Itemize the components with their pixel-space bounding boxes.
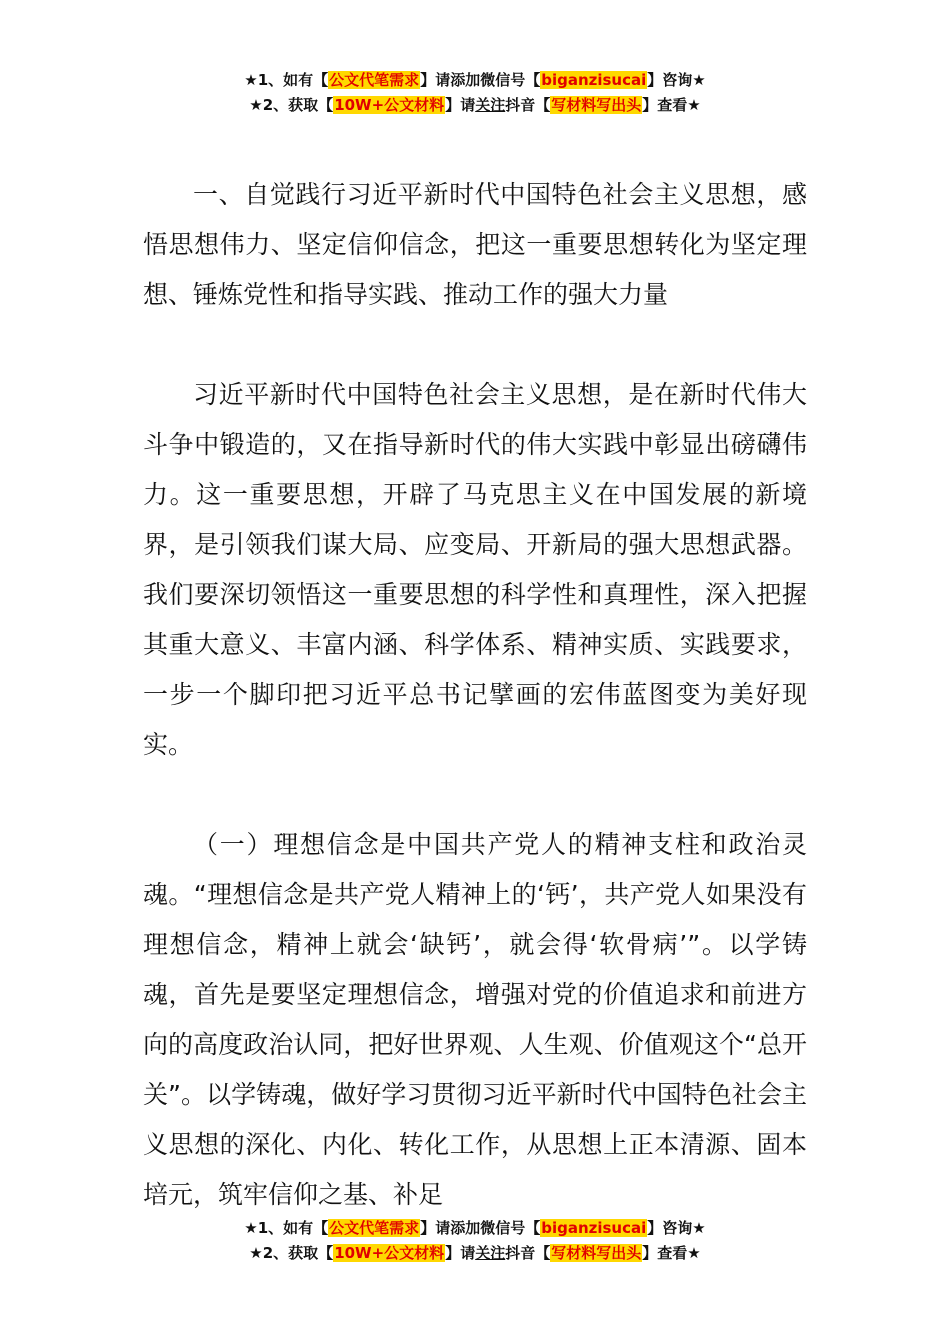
banner-highlight: 10W+公文材料 xyxy=(334,1244,445,1262)
banner-text: 】查看★ xyxy=(642,96,701,114)
banner-text: 】查看★ xyxy=(642,1244,701,1262)
banner-highlight: 写材料写出头 xyxy=(551,96,642,114)
banner-highlight: biganzisucai xyxy=(541,1219,647,1237)
banner-text: 抖音【 xyxy=(505,96,551,114)
banner-text: 】请 xyxy=(445,1244,476,1262)
banner-line-1 xyxy=(0,1216,950,1241)
banner-line-2 xyxy=(0,1241,950,1266)
banner-highlight: biganzisucai xyxy=(541,71,647,89)
banner-line-1 xyxy=(0,68,950,93)
banner-text: ★1、如有【 xyxy=(244,1219,329,1237)
banner-underlined: 关注 xyxy=(475,96,506,114)
banner-text: 】咨询★ xyxy=(647,71,706,89)
banner-text: 】请添加微信号【 xyxy=(420,1219,541,1237)
banner-line-2 xyxy=(0,93,950,118)
paragraph: 习近平新时代中国特色社会主义思想，是在新时代伟大斗争中锻造的，又在指导新时代的伟大实践中彰显出磅礴伟力。这一重要思想，开辟了马克思主义在中国发展的新境界，是引领我们谋大局、应变局、开新局的强大思想武器。我们要深切领悟这一重要思想的科学性和真理性，深入把握其重大意义、丰富内涵、科学体系、精神实质、实践要求，一步一个脚印把习近平总书记擘画的宏伟蓝图变为美好现实。 xyxy=(143,380,807,759)
banner-highlight: 10W+公文材料 xyxy=(334,96,445,114)
document-body xyxy=(143,170,807,1270)
section-heading: 一、自觉践行习近平新时代中国特色社会主义思想，感悟思想伟力、坚定信仰信念，把这一重要思想转化为坚定理想、锤炼党性和指导实践、推动工作的强大力量 xyxy=(143,180,807,309)
banner-text: 】咨询★ xyxy=(647,1219,706,1237)
header-banner xyxy=(0,68,950,118)
banner-highlight: 公文代笔需求 xyxy=(329,1219,420,1237)
banner-highlight: 公文代笔需求 xyxy=(329,71,420,89)
banner-text: 】请 xyxy=(445,96,476,114)
banner-text: ★2、获取【 xyxy=(249,96,334,114)
banner-text: ★2、获取【 xyxy=(249,1244,334,1262)
footer-banner xyxy=(0,1216,950,1266)
banner-underlined: 关注 xyxy=(475,1244,506,1262)
banner-text: 】请添加微信号【 xyxy=(420,71,541,89)
banner-text: ★1、如有【 xyxy=(244,71,329,89)
banner-text: 抖音【 xyxy=(505,1244,551,1262)
paragraph: （一）理想信念是中国共产党人的精神支柱和政治灵魂。“理想信念是共产党人精神上的‘钙’，共产党人如果没有理想信念，精神上就会‘缺钙’，就会得‘软骨病’”。以学铸魂，首先是要坚定理想信念，增强对党的价值追求和前进方向的高度政治认同，把好世界观、人生观、价值观这个“总开关”。以学铸魂，做好学习贯彻习近平新时代中国特色社会主义思想的深化、内化、转化工作，从思想上正本清源、固本培元，筑牢信仰之基、补足 xyxy=(143,830,807,1209)
banner-highlight: 写材料写出头 xyxy=(551,1244,642,1262)
